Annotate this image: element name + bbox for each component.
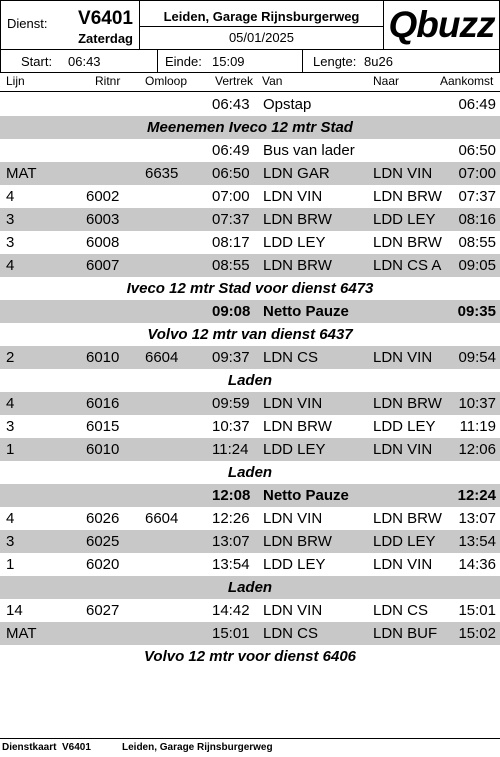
cell-aankomst: 13:54	[458, 533, 496, 550]
cell-aankomst: 07:00	[458, 165, 496, 182]
cell-ritnr: 6007	[86, 257, 120, 274]
cell-omloop: 6604	[145, 510, 179, 527]
cell-vertrek: 09:59	[212, 395, 250, 412]
cell-lijn: 2	[6, 349, 15, 366]
cell-ritnr: 6015	[86, 418, 120, 435]
cell-naar: LDN CS A	[373, 257, 442, 274]
date: 05/01/2025	[140, 26, 383, 45]
cell-omloop: 6604	[145, 349, 179, 366]
cell-ritnr: 6002	[86, 188, 120, 205]
trip-row	[0, 93, 500, 116]
cell-ritnr: 6008	[86, 234, 120, 251]
trip-row	[0, 392, 500, 415]
cell-lijn: MAT	[6, 625, 37, 642]
lengte-label: Lengte:	[313, 54, 357, 69]
trip-row	[0, 622, 500, 645]
col-van: Van	[262, 74, 283, 88]
cell-ritnr: 6003	[86, 211, 120, 228]
cell-lijn: MAT	[6, 165, 37, 182]
cell-lijn: 3	[6, 533, 15, 550]
cell-naar: LDN VIN	[373, 349, 433, 366]
cell-aankomst: 06:50	[458, 142, 496, 159]
cell-naar: LDN VIN	[373, 441, 433, 458]
trip-row	[0, 346, 500, 369]
cell-naar: LDD LEY	[373, 211, 436, 228]
cell-vertrek: 08:17	[212, 234, 250, 251]
col-aankomst: Aankomst	[440, 74, 494, 88]
cell-ritnr: 6010	[86, 441, 120, 458]
cell-naar: LDN VIN	[373, 165, 433, 182]
cell-van: Opstap	[263, 96, 312, 113]
section-title: Laden	[227, 464, 273, 481]
trip-row	[0, 139, 500, 162]
trip-row	[0, 599, 500, 622]
cell-van: LDD LEY	[263, 556, 326, 573]
cell-aankomst: 07:37	[458, 188, 496, 205]
section-title: Laden	[0, 576, 500, 599]
cell-vertrek: 06:43	[212, 96, 250, 113]
cell-van: LDN BRW	[263, 533, 332, 550]
trip-row	[0, 208, 500, 231]
cell-vertrek: 08:55	[212, 257, 250, 274]
cell-van: LDN VIN	[263, 510, 323, 527]
trip-row	[0, 185, 500, 208]
divider	[157, 50, 158, 72]
cell-lijn: 3	[6, 211, 15, 228]
trip-row	[0, 254, 500, 277]
cell-lijn: 14	[6, 602, 23, 619]
cell-aankomst: 14:36	[458, 556, 496, 573]
col-naar: Naar	[373, 74, 400, 88]
start-label: Start:	[21, 54, 53, 69]
cell-van: LDN CS	[263, 349, 319, 366]
einde-time: 15:09	[212, 54, 245, 69]
section-title: Meenemen Iveco 12 mtr Stad	[0, 116, 500, 139]
cell-lijn: 4	[6, 510, 15, 527]
cell-aankomst: 15:01	[458, 602, 496, 619]
trip-row	[0, 231, 500, 254]
cell-aankomst: 11:19	[459, 418, 496, 435]
times-bar	[0, 50, 500, 73]
footer	[0, 738, 500, 757]
trip-row	[0, 438, 500, 461]
cell-vertrek: 13:54	[212, 556, 250, 573]
col-vertrek: Vertrek	[215, 74, 254, 88]
location-cell	[140, 1, 384, 49]
col-ritnr: Ritnr	[95, 74, 121, 88]
cell-vertrek: 06:50	[212, 165, 250, 182]
col-omloop: Omloop	[145, 74, 188, 88]
cell-aankomst: 13:07	[458, 510, 496, 527]
cell-aankomst: 09:05	[458, 257, 496, 274]
footer-dienst-id: V6401	[62, 742, 91, 753]
cell-vertrek: 07:00	[212, 188, 250, 205]
trip-row	[0, 415, 500, 438]
cell-ritnr: 6026	[86, 510, 120, 527]
cell-naar: LDN CS	[373, 602, 429, 619]
cell-vertrek: 09:37	[212, 349, 250, 366]
dienst-cell	[1, 1, 140, 49]
cell-vertrek: 06:49	[212, 142, 250, 159]
cell-lijn: 4	[6, 188, 15, 205]
cell-vertrek: 14:42	[212, 602, 250, 619]
cell-aankomst: 12:24	[457, 487, 496, 504]
cell-van: LDN VIN	[263, 188, 323, 205]
trip-row	[0, 530, 500, 553]
cell-naar: LDN BRW	[373, 234, 442, 251]
cell-aankomst: 15:02	[458, 625, 496, 642]
cell-van: LDD LEY	[263, 234, 326, 251]
cell-vertrek: 09:08	[212, 303, 251, 320]
cell-aankomst: 09:35	[457, 303, 496, 320]
section-title: Volvo 12 mtr voor dienst 6406	[143, 648, 357, 665]
cell-ritnr: 6025	[86, 533, 120, 550]
logo-cell	[384, 1, 499, 49]
cell-ritnr: 6027	[86, 602, 120, 619]
cell-van: LDN BRW	[263, 257, 332, 274]
cell-vertrek: 11:24	[212, 441, 249, 458]
cell-naar: LDN BRW	[373, 395, 442, 412]
cell-van: Netto Pauze	[263, 303, 349, 320]
location: Leiden, Garage Rijnsburgerweg	[163, 9, 360, 24]
cell-aankomst: 08:55	[458, 234, 496, 251]
column-header	[0, 73, 500, 92]
pause-row	[0, 300, 500, 323]
cell-naar: LDD LEY	[373, 418, 436, 435]
cell-van: LDN BRW	[263, 211, 332, 228]
cell-van: LDN VIN	[263, 602, 323, 619]
cell-ritnr: 6016	[86, 395, 120, 412]
cell-lijn: 4	[6, 395, 15, 412]
cell-van: LDN VIN	[263, 395, 323, 412]
cell-van: Netto Pauze	[263, 487, 349, 504]
cell-vertrek: 07:37	[212, 211, 250, 228]
cell-aankomst: 06:49	[458, 96, 496, 113]
section-title: Volvo 12 mtr van dienst 6437	[147, 326, 353, 343]
header	[0, 0, 500, 50]
start-time: 06:43	[68, 54, 101, 69]
cell-ritnr: 6020	[86, 556, 120, 573]
dienst-label: Dienst:	[7, 16, 48, 31]
section-title: Iveco 12 mtr Stad voor dienst 6473	[126, 280, 374, 297]
cell-naar: LDN BRW	[373, 510, 442, 527]
cell-naar: LDD LEY	[373, 533, 436, 550]
cell-van: Bus van lader	[263, 142, 355, 159]
pause-row	[0, 484, 500, 507]
cell-van: LDN CS	[263, 625, 319, 642]
cell-vertrek: 13:07	[212, 533, 250, 550]
cell-vertrek: 10:37	[212, 418, 250, 435]
cell-lijn: 4	[6, 257, 15, 274]
cell-lijn: 1	[6, 441, 15, 458]
dienst-id: V6401	[78, 8, 133, 29]
einde-label: Einde:	[165, 54, 202, 69]
cell-omloop: 6635	[145, 165, 179, 182]
cell-van: LDN BRW	[263, 418, 332, 435]
cell-vertrek: 15:01	[212, 625, 250, 642]
cell-aankomst: 12:06	[458, 441, 496, 458]
cell-ritnr: 6010	[86, 349, 120, 366]
cell-aankomst: 10:37	[458, 395, 496, 412]
cell-vertrek: 12:26	[212, 510, 250, 527]
lengte-value: 8u26	[364, 54, 393, 69]
cell-naar: LDN BRW	[373, 188, 442, 205]
qbuzz-logo: Qbuzz	[388, 4, 495, 45]
footer-location: Leiden, Garage Rijnsburgerweg	[122, 742, 273, 753]
col-lijn: Lijn	[6, 74, 25, 88]
footer-label: Dienstkaart	[2, 742, 57, 753]
cell-lijn: 3	[6, 234, 15, 251]
divider	[302, 50, 303, 72]
cell-aankomst: 09:54	[458, 349, 496, 366]
trip-row	[0, 162, 500, 185]
section-title: Laden	[227, 372, 273, 389]
dienst-day: Zaterdag	[78, 31, 133, 46]
cell-van: LDD LEY	[263, 441, 326, 458]
trip-row	[0, 553, 500, 576]
cell-lijn: 3	[6, 418, 15, 435]
cell-aankomst: 08:16	[458, 211, 496, 228]
cell-lijn: 1	[6, 556, 15, 573]
trip-row	[0, 507, 500, 530]
cell-naar: LDN VIN	[373, 556, 433, 573]
cell-naar: LDN BUF	[373, 625, 438, 642]
cell-vertrek: 12:08	[212, 487, 251, 504]
cell-van: LDN GAR	[263, 165, 330, 182]
